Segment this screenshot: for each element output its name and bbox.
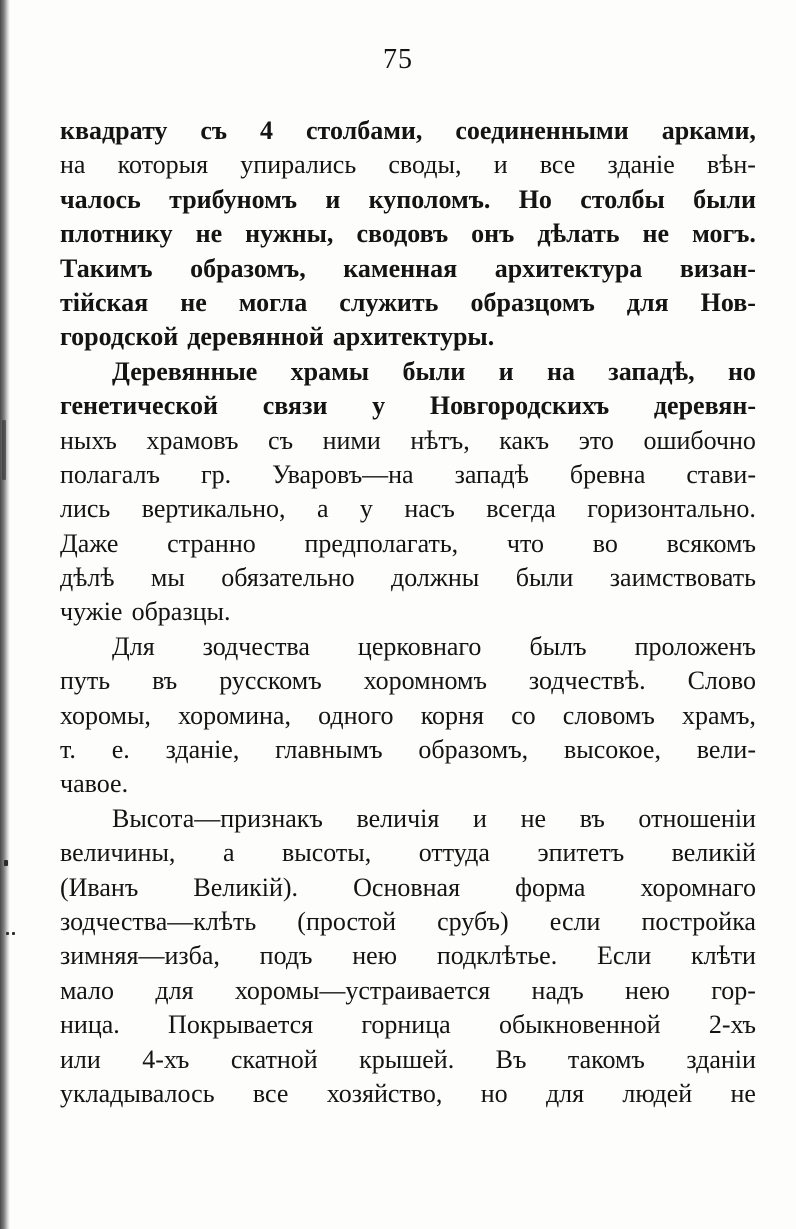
page-binding-edge [0, 0, 10, 1229]
text-line: величины, а высоты, оттуда эпитетъ великій [60, 838, 756, 868]
paragraph [60, 802, 756, 1112]
print-speck [2, 420, 6, 480]
text-line: хоромы, хоромина, одного корня со словомъ храмъ, [60, 700, 756, 730]
text-line: полагалъ гр. Уваровъ—на западѣ бревна стави- [60, 459, 756, 489]
text-line: ница. Покрывается горница обыкновенной 2-хъ [60, 1010, 756, 1040]
text-line: чавое. [60, 769, 129, 799]
text-line: т. е. зданіе, главнымъ образомъ, высокое, вели- [60, 735, 756, 765]
text-line: плотнику не нужны, сводовъ онъ дѣлать не могъ. [60, 219, 756, 249]
paragraph [60, 355, 756, 630]
text-line: укладывалось все хозяйство, но для людей не [60, 1078, 756, 1108]
paragraph [60, 630, 756, 802]
text-line: лись вертикально, а у насъ всегда горизонтально. [60, 494, 756, 524]
print-speck [12, 932, 15, 935]
print-speck [4, 860, 8, 866]
print-speck [6, 932, 9, 935]
text-line: генетической связи у Новгородскихъ деревян- [60, 391, 756, 421]
text-line: чужіе образцы. [60, 597, 231, 627]
text-line: на которыя упирались своды, и все зданіе вѣн- [60, 150, 756, 180]
text-line: Высота—признакъ величія и не въ отношеніи [112, 803, 756, 833]
text-line: дѣлѣ мы обязательно должны были заимствовать [60, 563, 756, 593]
text-line: ныхъ храмовъ съ ними нѣтъ, какъ это ошибочно [60, 425, 756, 455]
page-number: 75 [383, 44, 413, 75]
text-line: зимняя—изба, подъ нею подклѣтье. Если клѣти [60, 941, 756, 971]
text-line: путь въ русскомъ хоромномъ зодчествѣ. Слово [60, 666, 756, 696]
text-line: Деревянные храмы были и на западѣ, но [112, 356, 756, 386]
body-text [60, 114, 756, 1111]
text-line: Такимъ образомъ, каменная архитектура визан- [60, 253, 756, 283]
text-line: (Иванъ Великій). Основная форма хоромнаго [60, 872, 756, 902]
text-line: квадрату съ 4 столбами, соединенными арками, [60, 116, 756, 145]
text-line: Для зодчества церковнаго былъ проложенъ [112, 631, 756, 661]
text-line: или 4-хъ скатной крышей. Въ такомъ зданіи [60, 1044, 756, 1074]
text-line: городской деревянной архитектуры. [60, 322, 495, 352]
text-line: Даже странно предполагать, что во всякомъ [60, 528, 756, 558]
text-line: тійская не могла служить образцомъ для Нов- [60, 287, 756, 317]
text-line: зодчества—клѣть (простой срубъ) если постройка [60, 906, 756, 936]
paragraph [60, 114, 756, 355]
text-line: чалось трибуномъ и куполомъ. Но столбы были [60, 184, 756, 214]
text-line: мало для хоромы—устраивается надъ нею гор- [60, 975, 756, 1005]
